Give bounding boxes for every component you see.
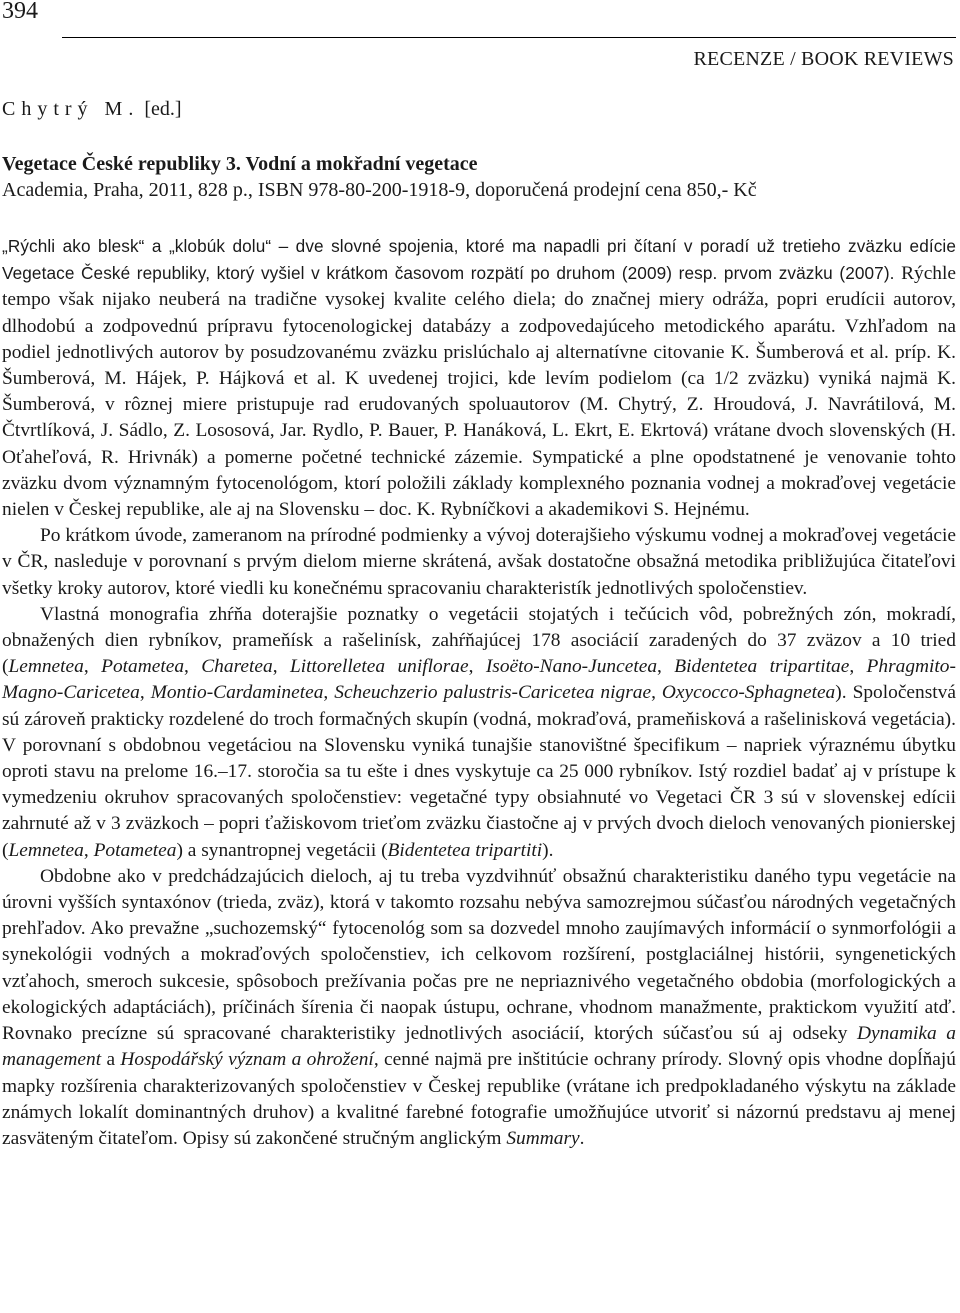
paragraph-4 (2, 864, 956, 1152)
paragraph-3 (2, 602, 956, 864)
italic-term: Bidentetea tripartitae (674, 656, 850, 678)
text-run: Vlastná monografia zhŕňa doterajšie poznatky o vegetácii stojatých i tečúcich vôd, pobrežných zón, mokradí, obnažených dien rybníkov, prameňísk a rašelinísk, zahŕňajúcej 178 asociácií zaradených do 37 zväzov a 10 tried ( (2, 603, 956, 678)
text-run: , (184, 656, 202, 678)
running-head: RECENZE / BOOK REVIEWS (693, 48, 954, 70)
italic-term: Dynamika a management (2, 1023, 956, 1071)
italic-term: Charetea (201, 656, 273, 678)
text-run: ) a synantropnej vegetácii ( (176, 839, 388, 861)
author-ed: [ed.] (144, 98, 182, 120)
author-name: Chytrý M. (2, 98, 140, 120)
book-title: Vegetace České republiky 3. Vodní a mokřadní vegetace (2, 153, 478, 175)
text-run: , (849, 656, 867, 678)
italic-term: Montio-Cardaminetea (150, 682, 324, 704)
text-run: ). (542, 839, 554, 861)
text-run: , (651, 682, 662, 704)
italic-term: Littorelletea uniflorae (289, 656, 469, 678)
italic-term: Scheuchzerio palustris-Caricetea nigrae (334, 682, 652, 704)
italic-term: Lemnetea (8, 656, 84, 678)
paragraph-1 (2, 233, 956, 523)
text-run: Obdobne ako v predchádzajúcich dieloch, aj tu treba vyzdvihnúť obsažnú charakteristiku daného typu vegetácie na úrovni vyšších syntaxónov (trieda, zväz), ktorá v takomto rozsahu nebýva samozrejmou súčasťou národných vegetačných prehľadov. Ako prevažne „suchozemský“ fytocenológ som sa dozvedel mnoho zaujímavých informácií o synmorfológii a synekológii vodných a mokraďových spoločenstiev, ich celkovom rozšírení, postglaciálnej histórii, syngenetických vzťahoch, smeroch sukcesie, spôsoboch prežívania počas pre ne nepriaznivého vegetačného obdobia (morfologických a ekologických adaptáciách), príčinách šírenia či naopak ústupu, ochrane, vhodnom manažmente, praktickom využití atď. Rovnako precízne sú spracované charakteristiky jednotlivých asociácií, ktorých súčasťou sú aj odseky (2, 865, 956, 1045)
text-run: , cenné najmä pre inštitúcie ochrany prírody. Slovný opis vhodne dopĺňajú mapky rozšírenia charakterizovaných spoločenstiev v Českej republike (vrátane ich predpokladaného výskytu na základe známych lokalít dominantných druhov) a kvalitné farebné fotografie umožňujúce utvoriť si názornú predstavu aj menej zasväteným čitateľom. Opisy sú zakončené stručným anglickým (2, 1049, 956, 1149)
italic-term: Hospodářský význam a ohrožení (120, 1049, 374, 1071)
text-run: , (657, 656, 675, 678)
lead-text: „Rýchli ako blesk“ a „klobúk dolu“ – dve slovné spojenia, ktoré ma napadli pri čítaní v poradí už tretieho zväzku edície Vegetace České republiky, ktorý vyšiel v krátkom časovom rozpätí po druhom (2009) resp. prvom zväzku (2007). (2, 236, 956, 284)
text-run: . (579, 1127, 585, 1149)
text-run: ). Spoločenstvá sú zároveň prakticky rozdelené do troch formačných skupín (vodná, mokraďová, prameňisková a rašelinisková vegetácia). V porovnaní s obdobnou vegetáciou na Slovensku vyniká tunajšie stanovištné špecifikum – napriek výraznému úbytku oproti stavu na prelome 16.–17. storočia sa tu ešte i dnes vyskytuje ca 25 000 rybníkov. Istý rozdiel badať aj v prístupe k vymedzeniu okruhov spracovaných spoločenstiev: vegetačné typy obsiahnuté vo Vegetaci ČR 3 sú v slovenskej edícii zahrnuté až v 3 zväzkoch – popri ťažiskovom trieťom zväzku čiastočne aj v prvých dvoch dieloch venovaných pionierskej ( (2, 682, 956, 861)
text-run: a (101, 1049, 121, 1071)
header-rule (62, 37, 956, 38)
review-body (2, 233, 956, 1152)
italic-term: Bidentetea tripartiti (387, 839, 543, 861)
page-number: 394 (2, 0, 38, 24)
italic-term: Isoëto-Nano-Juncetea (485, 656, 658, 678)
text-run: , (139, 682, 151, 704)
paragraph-2 (2, 523, 956, 602)
italic-term: Summary (506, 1127, 580, 1149)
italic-term: Potametea (93, 839, 177, 861)
text-run: , (323, 682, 335, 704)
italic-term: Phragmito-Magno-Caricetea (2, 656, 956, 704)
italic-term: Potametea (101, 656, 185, 678)
text-run: , (83, 656, 102, 678)
italic-term: Oxycocco-Sphagnetea (661, 682, 836, 704)
italic-term: Lemnetea (8, 839, 84, 861)
book-imprint: Academia, Praha, 2011, 828 p., ISBN 978-80-200-1918-9, doporučená prodejní cena 850,- Kč (2, 179, 757, 201)
text-run: , (468, 656, 486, 678)
author-line (2, 96, 182, 122)
text-run: Rýchle tempo však nijako neuberá na tradične vysokej kvalite celého diela; do značnej miery odráža, popri erudícii autorov, dlhodobú a zodpovednú prípravu fytocenologickej databázy a zodpovedajúceho metodického aparátu. Vzhľadom na podiel jednotlivých autorov by posudzovanému zväzku prislúchalo aj alternatívne citovanie K. Šumberová et al. príp. K. Šumberová, M. Hájek, P. Hájková et al. K uvedenej trojici, kde levím podielom (ca 1/2 zväzku) vyniká najmä K. Šumberová, v rôznej miere pristupuje rad erudovaných spoluautorov (M. Chytrý, Z. Hroudová, J. Navrátilová, M. Čtvrtlíková, J. Sádlo, Z. Lososová, Jar. Rydlo, P. Bauer, P. Hanáková, L. Ekrt, E. Ekrtová) vrátane dvoch slovenských (H. Oťaheľová, R. Hrivnák) a pomerne početné technické zázemie. Sympatické a plne opodstatnené je venovanie tohto zväzku dvom významným fytocenológom, ktorí položili základy komplexného poznania vodnej a mokraďovej vegetácie nielen v Českej republike, ale aj na Slovensku – doc. K. Rybníčkovi a akademikovi S. Hejnému. (2, 263, 956, 521)
text-run: , (272, 656, 290, 678)
text-run: Po krátkom úvode, zameranom na prírodné podmienky a vývoj doterajšieho výskumu vodnej a mokraďovej vegetácie v ČR, nasleduje v porovnaní s prvým dielom mierne skrátená, avšak dostatočne obsažná metodika približujúca čitateľovi všetky kroky autorov, ktoré viedli ku konečnému spracovaniu charakteristík jednotlivých spoločenstiev. (2, 525, 956, 599)
text-run: , (83, 839, 94, 861)
